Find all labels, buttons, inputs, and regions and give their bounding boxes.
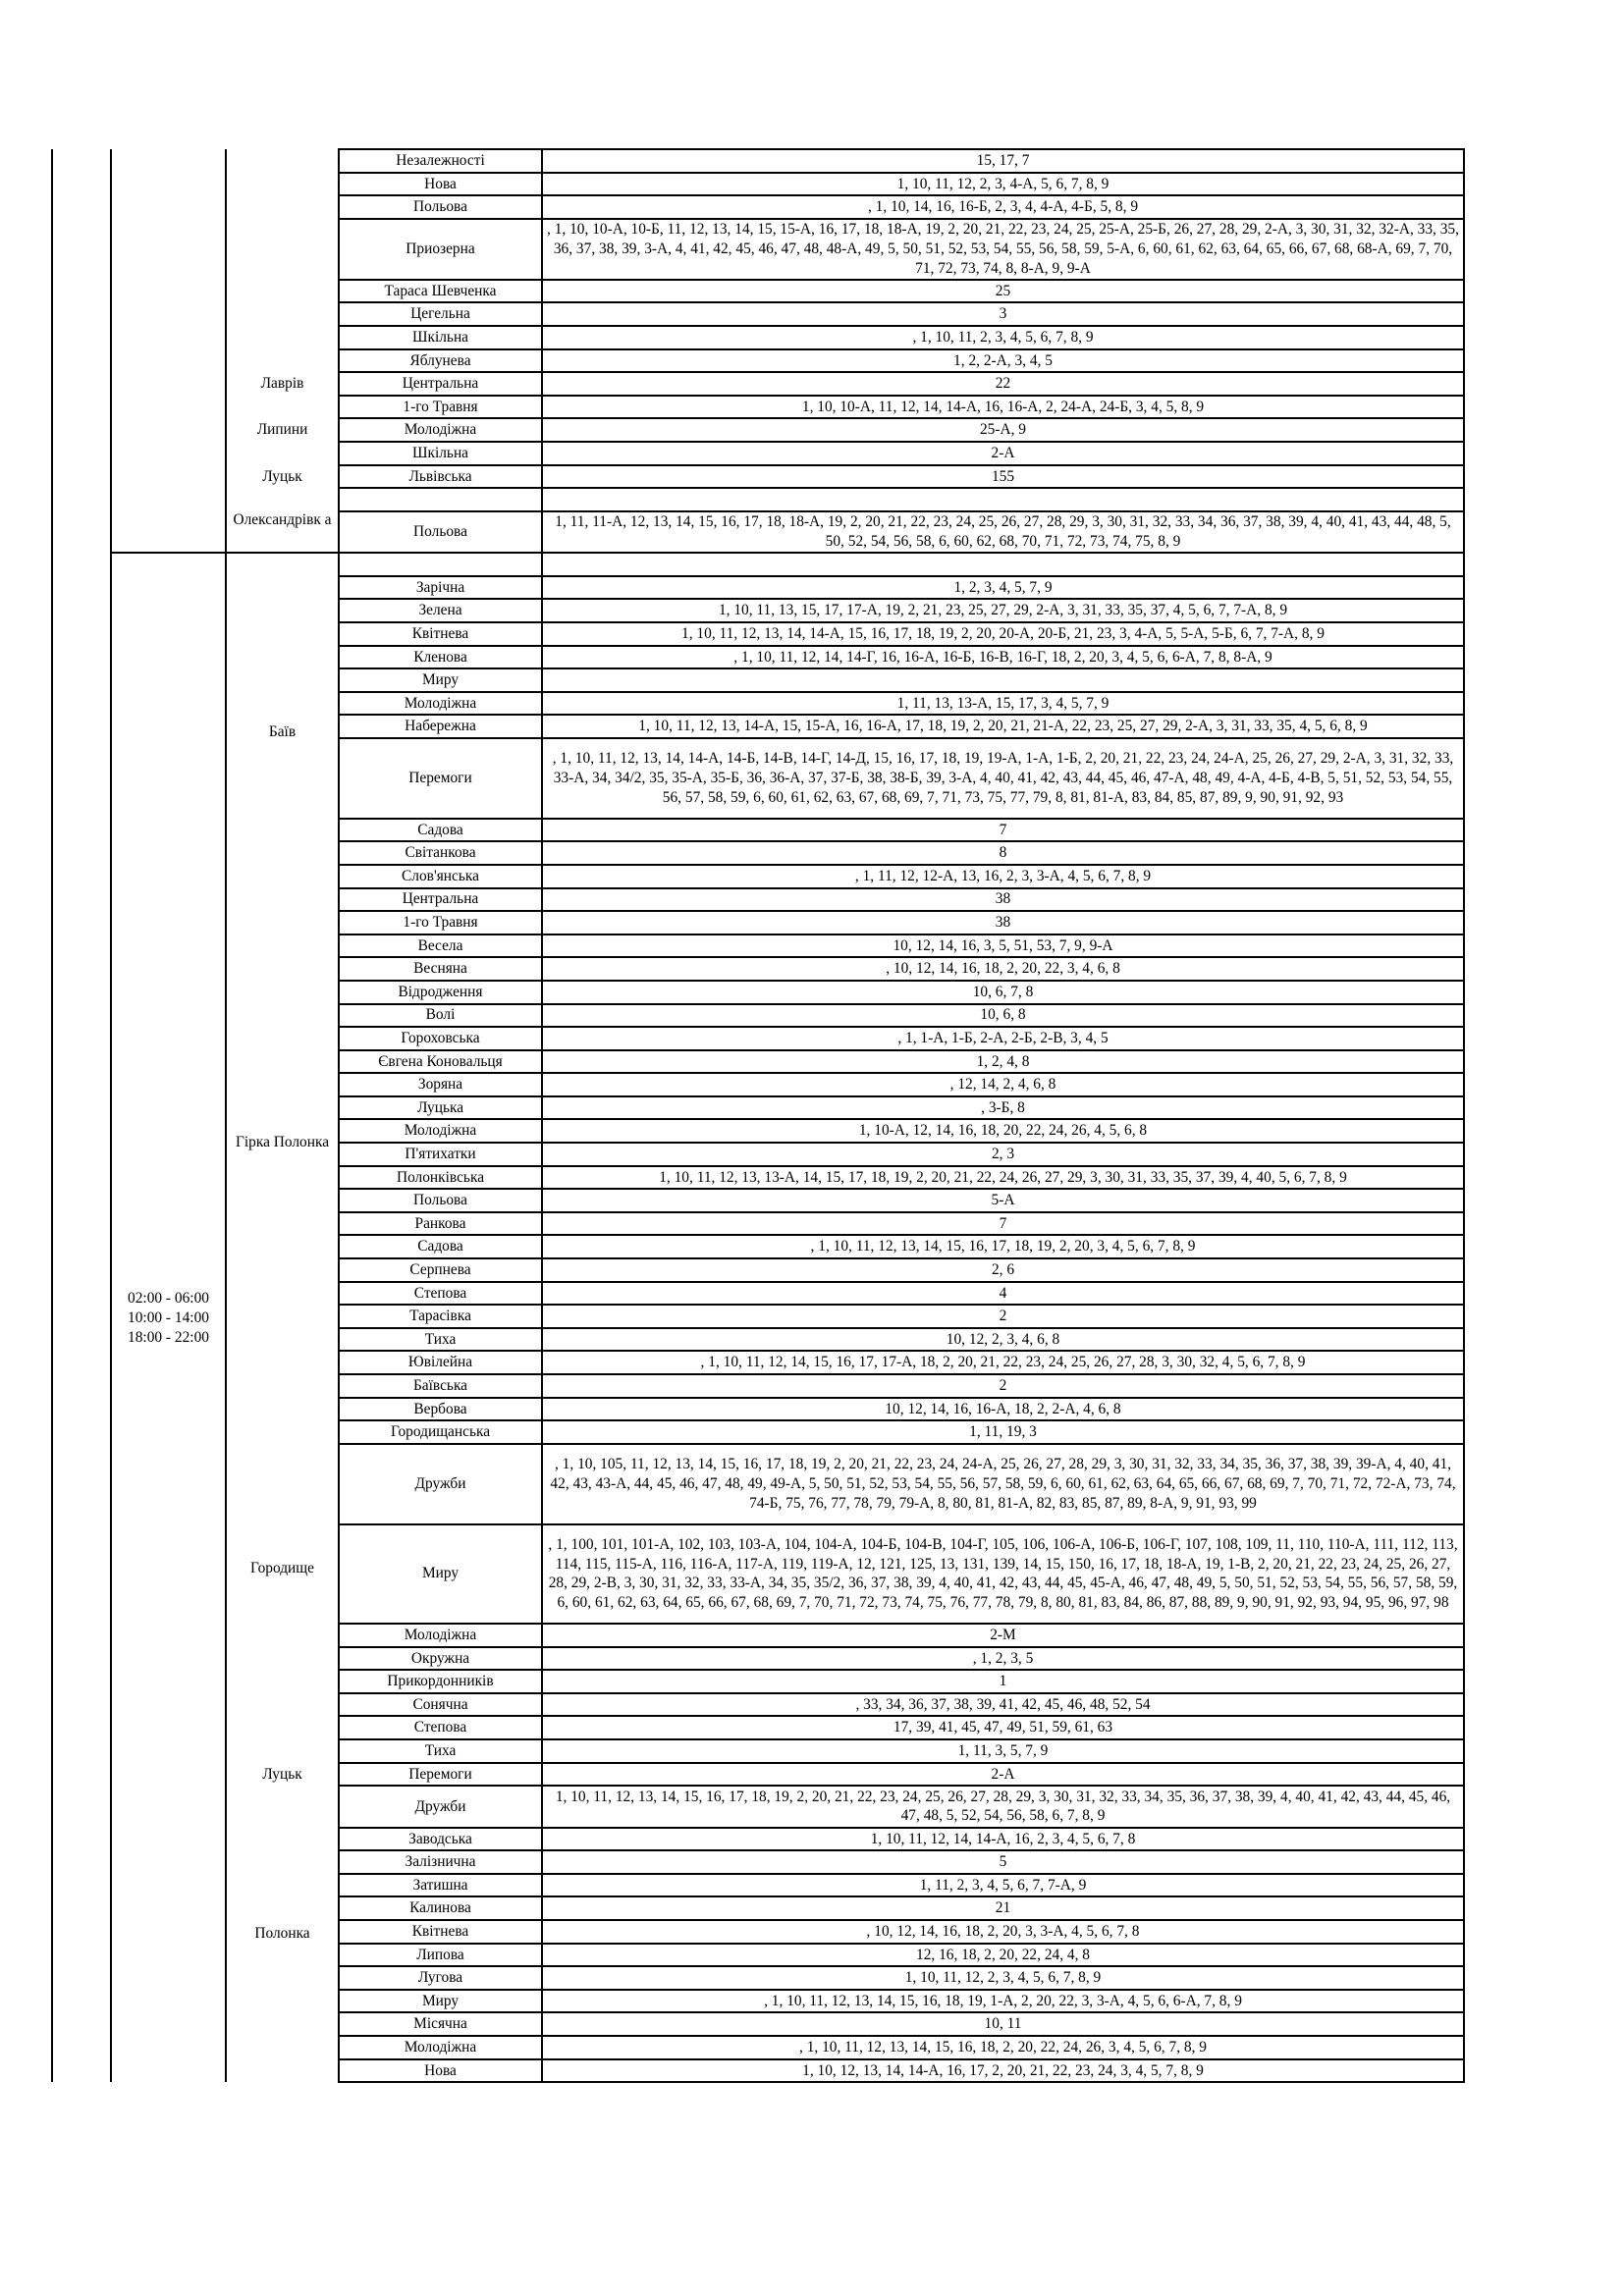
margin-cell	[52, 1896, 111, 1920]
street-cell: Миру	[339, 1990, 542, 2013]
margin-cell	[52, 302, 111, 326]
street-cell: Місячна	[339, 2012, 542, 2036]
houses-cell: , 1, 10, 105, 11, 12, 13, 14, 15, 16, 17, 18, 19, 2, 20, 21, 22, 23, 24, 24-А, 25, 26, 27, 28, 29, 3, 30, 31, 32, 33, 34, 35, 36, 37, 38, 39, 39-А, 4, 40, 41, 42, 43, 43-А, 44, 45, 46, 47, 48, 49, 49-А, 5, 50, 51, 52, 53, 54, 55, 56, 57, 58, 59, 6, 60, 61, 62, 63, 64, 65, 66, 67, 68, 69, 7, 70, 71, 72, 72-А, 73, 74, 74-Б, 75, 76, 77, 78, 79, 79-А, 8, 80, 81, 81-А, 82, 83, 85, 87, 89, 8-А, 9, 91, 93, 99	[542, 1444, 1464, 1524]
street-cell: Степова	[339, 1282, 542, 1306]
street-cell: Залізнична	[339, 1850, 542, 1874]
margin-cell	[52, 1050, 111, 1074]
margin-cell	[52, 738, 111, 819]
houses-cell: 1, 11, 11-А, 12, 13, 14, 15, 16, 17, 18, 18-А, 19, 2, 20, 21, 22, 23, 24, 25, 26, 27, 28, 29, 3, 30, 31, 32, 33, 34, 36, 37, 38, 39, 4, 40, 41, 43, 44, 48, 5, 50, 52, 54, 56, 58, 6, 60, 62, 68, 70, 71, 72, 73, 74, 75, 8, 9	[542, 511, 1464, 553]
houses-cell: 2, 6	[542, 1258, 1464, 1282]
table-row	[52, 149, 1464, 173]
houses-cell: 1, 11, 13, 13-А, 15, 17, 3, 4, 5, 7, 9	[542, 692, 1464, 716]
margin-cell	[52, 1944, 111, 1967]
street-cell: Центральна	[339, 888, 542, 912]
street-cell	[339, 488, 542, 511]
margin-cell	[52, 1716, 111, 1739]
margin-cell	[52, 2012, 111, 2036]
street-cell: Степова	[339, 1716, 542, 1739]
street-cell: Липова	[339, 1944, 542, 1967]
margin-cell	[52, 819, 111, 842]
margin-cell	[52, 465, 111, 489]
street-cell: Відродження	[339, 981, 542, 1004]
margin-cell	[52, 599, 111, 622]
margin-cell	[52, 1235, 111, 1258]
houses-cell: 2	[542, 1305, 1464, 1328]
street-cell: Польова	[339, 1189, 542, 1212]
street-cell: Квітнева	[339, 622, 542, 646]
houses-cell: 1, 2, 2-А, 3, 4, 5	[542, 349, 1464, 373]
margin-cell	[52, 622, 111, 646]
village-cell	[226, 149, 339, 372]
table-row	[52, 372, 1464, 396]
margin-cell	[52, 280, 111, 303]
margin-cell	[52, 488, 111, 511]
street-cell: Польова	[339, 511, 542, 553]
houses-cell: , 3-Б, 8	[542, 1096, 1464, 1120]
houses-cell: 1, 10, 11, 12, 13, 14, 15, 16, 17, 18, 19, 2, 20, 21, 22, 23, 24, 25, 26, 27, 28, 29, 3, 30, 31, 32, 33, 34, 35, 36, 37, 38, 39, 4, 40, 41, 42, 43, 44, 45, 46, 47, 48, 5, 52, 54, 56, 58, 6, 7, 8, 9	[542, 1786, 1464, 1827]
margin-cell	[52, 418, 111, 442]
time-window-cell	[111, 149, 226, 553]
margin-cell	[52, 576, 111, 600]
houses-cell: 1, 2, 4, 8	[542, 1050, 1464, 1074]
houses-cell: 22	[542, 372, 1464, 396]
margin-cell	[52, 442, 111, 465]
margin-cell	[52, 1073, 111, 1096]
street-cell: Миру	[339, 1524, 542, 1625]
margin-cell	[52, 149, 111, 173]
margin-cell	[52, 511, 111, 553]
houses-cell: 1, 10, 11, 12, 13, 14-А, 15, 15-А, 16, 16-А, 17, 18, 19, 2, 20, 21, 21-А, 22, 23, 25, 27, 29, 2-А, 3, 31, 33, 35, 4, 5, 6, 8, 9	[542, 715, 1464, 738]
houses-cell: 1, 10-А, 12, 14, 16, 18, 20, 22, 24, 26, 4, 5, 6, 8	[542, 1119, 1464, 1143]
table-row	[52, 553, 1464, 576]
margin-cell	[52, 1004, 111, 1028]
street-cell: Затишна	[339, 1874, 542, 1897]
street-cell: Тараса Шевченка	[339, 280, 542, 303]
margin-cell	[52, 173, 111, 196]
margin-cell	[52, 1166, 111, 1190]
street-cell: Перемоги	[339, 1763, 542, 1787]
street-cell: Лугова	[339, 1966, 542, 1990]
village-cell: Лаврів	[226, 372, 339, 396]
street-cell: Калинова	[339, 1896, 542, 1920]
houses-cell: 17, 39, 41, 45, 47, 49, 51, 59, 61, 63	[542, 1716, 1464, 1739]
margin-cell	[52, 715, 111, 738]
street-cell: Миру	[339, 668, 542, 692]
houses-cell: , 12, 14, 2, 4, 6, 8	[542, 1073, 1464, 1096]
margin-cell	[52, 1189, 111, 1212]
street-cell: Весняна	[339, 957, 542, 981]
margin-cell	[52, 1920, 111, 1944]
margin-cell	[52, 1444, 111, 1524]
street-cell: Заводська	[339, 1828, 542, 1851]
street-cell: Львівська	[339, 465, 542, 489]
margin-cell	[52, 2059, 111, 2083]
houses-cell: 1, 10, 12, 13, 14, 14-А, 16, 17, 2, 20, 21, 22, 23, 24, 3, 4, 5, 7, 8, 9	[542, 2059, 1464, 2083]
houses-cell: , 1, 10, 11, 12, 14, 15, 16, 17, 17-А, 18, 2, 20, 21, 22, 23, 24, 25, 26, 27, 28, 3, 30, 32, 4, 5, 6, 7, 8, 9	[542, 1351, 1464, 1374]
margin-cell	[52, 888, 111, 912]
street-cell: Городищанська	[339, 1420, 542, 1444]
houses-cell: 1, 10, 11, 12, 2, 3, 4-А, 5, 6, 7, 8, 9	[542, 173, 1464, 196]
margin-cell	[52, 1850, 111, 1874]
street-cell: Сонячна	[339, 1693, 542, 1717]
margin-cell	[52, 1351, 111, 1374]
street-cell: Ювілейна	[339, 1351, 542, 1374]
street-cell: Молодіжна	[339, 1119, 542, 1143]
street-cell: Окружна	[339, 1647, 542, 1671]
street-cell: Польова	[339, 195, 542, 219]
village-cell: Полонка	[226, 1786, 339, 2082]
houses-cell: 10, 11	[542, 2012, 1464, 2036]
houses-cell: 5	[542, 1850, 1464, 1874]
street-cell: Шкільна	[339, 442, 542, 465]
street-cell: Волі	[339, 1004, 542, 1028]
margin-cell	[52, 1305, 111, 1328]
houses-cell: , 1, 10, 11, 12, 13, 14, 15, 16, 17, 18, 19, 2, 20, 3, 4, 5, 6, 7, 8, 9	[542, 1235, 1464, 1258]
margin-cell	[52, 1874, 111, 1897]
table-row	[52, 911, 1464, 934]
margin-cell	[52, 646, 111, 669]
margin-cell	[52, 1096, 111, 1120]
houses-cell: 1, 10, 11, 12, 13, 13-А, 14, 15, 17, 18, 19, 2, 20, 21, 22, 24, 26, 27, 29, 3, 30, 31, 33, 35, 37, 39, 4, 40, 5, 6, 7, 8, 9	[542, 1166, 1464, 1190]
street-cell: Дружби	[339, 1786, 542, 1827]
street-cell: Ранкова	[339, 1212, 542, 1236]
margin-cell	[52, 1624, 111, 1647]
houses-cell: 2-М	[542, 1624, 1464, 1647]
houses-cell: , 1, 10, 10-А, 10-Б, 11, 12, 13, 14, 15, 15-А, 16, 17, 18, 18-А, 19, 2, 20, 21, 22, 23, 24, 25, 25-А, 25-Б, 26, 27, 28, 29, 2-А, 3, 30, 31, 32, 32-А, 33, 35, 36, 37, 38, 39, 3-А, 4, 41, 42, 45, 46, 47, 48, 48-А, 49, 5, 50, 51, 52, 53, 54, 55, 56, 58, 59, 5-А, 6, 60, 61, 62, 63, 64, 65, 66, 67, 68, 68-А, 69, 7, 70, 71, 72, 73, 74, 8, 8-А, 9, 9-А	[542, 219, 1464, 280]
margin-cell	[52, 1282, 111, 1306]
margin-cell	[52, 2036, 111, 2059]
houses-cell: , 1, 10, 14, 16, 16-Б, 2, 3, 4, 4-А, 4-Б, 5, 8, 9	[542, 195, 1464, 219]
houses-cell: 10, 6, 7, 8	[542, 981, 1464, 1004]
houses-cell: 8	[542, 841, 1464, 865]
table-row	[52, 1763, 1464, 1787]
houses-cell: 10, 12, 14, 16, 16-А, 18, 2, 2-А, 4, 6, 8	[542, 1398, 1464, 1421]
margin-cell	[52, 1670, 111, 1693]
street-cell: Нова	[339, 2059, 542, 2083]
houses-cell: 1, 10, 11, 13, 15, 17, 17-А, 19, 2, 21, 23, 25, 27, 29, 2-А, 3, 31, 33, 35, 37, 4, 5, 6, 7, 7-А, 8, 9	[542, 599, 1464, 622]
street-cell: Прикордонників	[339, 1670, 542, 1693]
street-cell: Луцька	[339, 1096, 542, 1120]
street-cell: Кленова	[339, 646, 542, 669]
houses-cell: 2, 3	[542, 1143, 1464, 1166]
houses-cell: 25	[542, 280, 1464, 303]
street-cell: 1-го Травня	[339, 396, 542, 419]
village-cell: Баїв	[226, 553, 339, 911]
margin-cell	[52, 553, 111, 576]
houses-cell: 1, 10, 11, 12, 2, 3, 4, 5, 6, 7, 8, 9	[542, 1966, 1464, 1990]
street-cell: Незалежності	[339, 149, 542, 173]
margin-cell	[52, 1258, 111, 1282]
margin-cell	[52, 841, 111, 865]
houses-cell: 38	[542, 888, 1464, 912]
houses-cell: , 10, 12, 14, 16, 18, 2, 20, 22, 3, 4, 6, 8	[542, 957, 1464, 981]
street-cell: Центральна	[339, 372, 542, 396]
village-cell: Липини	[226, 396, 339, 465]
street-cell: Молодіжна	[339, 692, 542, 716]
margin-cell	[52, 219, 111, 280]
margin-cell	[52, 934, 111, 958]
village-cell: Городище	[226, 1374, 339, 1763]
houses-cell: 1, 10, 11, 12, 13, 14, 14-А, 15, 16, 17, 18, 19, 2, 20, 20-А, 20-Б, 21, 23, 3, 4-А, 5, 5-А, 5-Б, 6, 7, 7-А, 8, 9	[542, 622, 1464, 646]
houses-cell: 155	[542, 465, 1464, 489]
margin-cell	[52, 1143, 111, 1166]
houses-cell: 10, 6, 8	[542, 1004, 1464, 1028]
outage-schedule-table	[51, 148, 1465, 2083]
street-cell: Зоряна	[339, 1073, 542, 1096]
margin-cell	[52, 1398, 111, 1421]
margin-cell	[52, 981, 111, 1004]
houses-cell: 10, 12, 2, 3, 4, 6, 8	[542, 1328, 1464, 1352]
margin-cell	[52, 1420, 111, 1444]
margin-cell	[52, 1693, 111, 1717]
street-cell: Садова	[339, 819, 542, 842]
houses-cell: 15, 17, 7	[542, 149, 1464, 173]
houses-cell: 3	[542, 302, 1464, 326]
houses-cell: 1	[542, 1670, 1464, 1693]
table-row	[52, 1374, 1464, 1398]
margin-cell	[52, 1990, 111, 2013]
village-cell: Гірка Полонка	[226, 911, 339, 1374]
margin-cell	[52, 326, 111, 349]
street-cell: Квітнева	[339, 1920, 542, 1944]
houses-cell: 12, 16, 18, 2, 20, 22, 24, 4, 8	[542, 1944, 1464, 1967]
table-row	[52, 465, 1464, 489]
houses-cell: 25-А, 9	[542, 418, 1464, 442]
houses-cell: 10, 12, 14, 16, 3, 5, 51, 53, 7, 9, 9-А	[542, 934, 1464, 958]
houses-cell: , 1, 10, 11, 2, 3, 4, 5, 6, 7, 8, 9	[542, 326, 1464, 349]
margin-cell	[52, 911, 111, 934]
street-cell: Вербова	[339, 1398, 542, 1421]
street-cell: Зарічна	[339, 576, 542, 600]
margin-cell	[52, 1828, 111, 1851]
houses-cell: 7	[542, 819, 1464, 842]
street-cell	[339, 553, 542, 576]
houses-cell: , 1, 100, 101, 101-А, 102, 103, 103-А, 104, 104-А, 104-Б, 104-В, 104-Г, 105, 106, 106-А, 106-Б, 106-Г, 107, 108, 109, 11, 110, 110-А, 111, 112, 113, 114, 115, 115-А, 116, 116-А, 117-А, 119, 119-А, 12, 121, 125, 13, 131, 139, 14, 15, 150, 16, 17, 18, 18-А, 19, 1-В, 2, 20, 21, 22, 23, 24, 25, 26, 27, 28, 29, 2-В, 3, 30, 31, 32, 33, 33-А, 34, 35, 35/2, 36, 37, 38, 39, 4, 40, 41, 42, 43, 44, 45, 45-А, 46, 47, 48, 49, 5, 50, 51, 52, 53, 54, 55, 56, 57, 58, 59, 6, 60, 61, 62, 63, 64, 65, 66, 67, 68, 69, 7, 70, 71, 72, 73, 74, 75, 76, 77, 78, 79, 8, 80, 81, 83, 84, 86, 87, 88, 89, 9, 90, 91, 92, 93, 94, 95, 96, 97, 98	[542, 1524, 1464, 1625]
street-cell: Тиха	[339, 1328, 542, 1352]
margin-cell	[52, 1524, 111, 1625]
margin-cell	[52, 349, 111, 373]
houses-cell: 2-А	[542, 442, 1464, 465]
margin-cell	[52, 1328, 111, 1352]
margin-cell	[52, 1739, 111, 1763]
street-cell: Молодіжна	[339, 1624, 542, 1647]
houses-cell: , 1, 10, 11, 12, 13, 14, 14-А, 14-Б, 14-В, 14-Г, 14-Д, 15, 16, 17, 18, 19, 19-А, 1-А, 1-Б, 2, 20, 21, 22, 23, 24, 24-А, 25, 26, 27, 29, 2-А, 3, 31, 32, 33, 33-А, 34, 34/2, 35, 35-А, 35-Б, 36, 36-А, 37, 37-Б, 38, 38-Б, 39, 3-А, 4, 40, 41, 42, 43, 44, 45, 46, 47-А, 48, 49, 4-А, 4-Б, 4-В, 5, 51, 52, 53, 54, 55, 56, 57, 58, 59, 6, 60, 61, 62, 63, 67, 68, 69, 7, 71, 73, 75, 77, 79, 8, 81, 81-А, 83, 84, 85, 87, 89, 9, 90, 91, 92, 93	[542, 738, 1464, 819]
margin-cell	[52, 957, 111, 981]
street-cell: 1-го Травня	[339, 911, 542, 934]
houses-cell: , 1, 1-А, 1-Б, 2-А, 2-Б, 2-В, 3, 4, 5	[542, 1027, 1464, 1050]
houses-cell: 4	[542, 1282, 1464, 1306]
village-cell: Луцьк	[226, 465, 339, 489]
houses-cell	[542, 553, 1464, 576]
houses-cell: 1, 2, 3, 4, 5, 7, 9	[542, 576, 1464, 600]
village-cell: Луцьк	[226, 1763, 339, 1787]
street-cell: Молодіжна	[339, 2036, 542, 2059]
table-row	[52, 488, 1464, 511]
margin-cell	[52, 692, 111, 716]
street-cell: Тарасівка	[339, 1305, 542, 1328]
houses-cell: 1, 11, 3, 5, 7, 9	[542, 1739, 1464, 1763]
street-cell: Приозерна	[339, 219, 542, 280]
street-cell: Зелена	[339, 599, 542, 622]
houses-cell: , 1, 2, 3, 5	[542, 1647, 1464, 1671]
margin-cell	[52, 1027, 111, 1050]
street-cell: Яблунева	[339, 349, 542, 373]
margin-cell	[52, 1763, 111, 1787]
street-cell: Садова	[339, 1235, 542, 1258]
houses-cell: 1, 11, 2, 3, 4, 5, 6, 7, 7-А, 9	[542, 1874, 1464, 1897]
street-cell: Набережна	[339, 715, 542, 738]
houses-cell: 1, 11, 19, 3	[542, 1420, 1464, 1444]
margin-cell	[52, 1212, 111, 1236]
margin-cell	[52, 1966, 111, 1990]
houses-cell	[542, 668, 1464, 692]
margin-cell	[52, 1374, 111, 1398]
street-cell: Євгена Коновальця	[339, 1050, 542, 1074]
houses-cell: , 1, 10, 11, 12, 14, 14-Г, 16, 16-А, 16-Б, 16-В, 16-Г, 18, 2, 20, 3, 4, 5, 6, 6-А, 7, 8, 8-А, 9	[542, 646, 1464, 669]
street-cell: Цегельна	[339, 302, 542, 326]
street-cell: Шкільна	[339, 326, 542, 349]
houses-cell: , 1, 11, 12, 12-А, 13, 16, 2, 3, 3-А, 4, 5, 6, 7, 8, 9	[542, 865, 1464, 888]
street-cell: Молодіжна	[339, 418, 542, 442]
street-cell: Слов'янська	[339, 865, 542, 888]
margin-cell	[52, 372, 111, 396]
houses-cell: , 1, 10, 11, 12, 13, 14, 15, 16, 18, 2, 20, 22, 24, 26, 3, 4, 5, 6, 7, 8, 9	[542, 2036, 1464, 2059]
margin-cell	[52, 865, 111, 888]
houses-cell: 38	[542, 911, 1464, 934]
street-cell: Тиха	[339, 1739, 542, 1763]
houses-cell: 2	[542, 1374, 1464, 1398]
houses-cell: , 10, 12, 14, 16, 18, 2, 20, 3, 3-А, 4, 5, 6, 7, 8	[542, 1920, 1464, 1944]
houses-cell: 5-А	[542, 1189, 1464, 1212]
street-cell: Гороховська	[339, 1027, 542, 1050]
houses-cell: 1, 10, 11, 12, 14, 14-А, 16, 2, 3, 4, 5, 6, 7, 8	[542, 1828, 1464, 1851]
street-cell: Баївська	[339, 1374, 542, 1398]
village-cell: Олександрівк а	[226, 488, 339, 553]
table-row	[52, 1786, 1464, 1827]
street-cell: Весела	[339, 934, 542, 958]
margin-cell	[52, 396, 111, 419]
margin-cell	[52, 195, 111, 219]
margin-cell	[52, 1119, 111, 1143]
street-cell: Серпнева	[339, 1258, 542, 1282]
street-cell: Нова	[339, 173, 542, 196]
houses-cell: 1, 10, 10-А, 11, 12, 14, 14-А, 16, 16-А, 2, 24-А, 24-Б, 3, 4, 5, 8, 9	[542, 396, 1464, 419]
houses-cell: 7	[542, 1212, 1464, 1236]
street-cell: Перемоги	[339, 738, 542, 819]
margin-cell	[52, 1647, 111, 1671]
schedule-body	[52, 149, 1464, 2082]
houses-cell: , 1, 10, 11, 12, 13, 14, 15, 16, 18, 19, 1-А, 2, 20, 22, 3, 3-А, 4, 5, 6, 6-А, 7, 8, 9	[542, 1990, 1464, 2013]
street-cell: Полонківська	[339, 1166, 542, 1190]
margin-cell	[52, 1786, 111, 1827]
street-cell: Дружби	[339, 1444, 542, 1524]
houses-cell: , 33, 34, 36, 37, 38, 39, 41, 42, 45, 46, 48, 52, 54	[542, 1693, 1464, 1717]
houses-cell: 21	[542, 1896, 1464, 1920]
time-window-cell: 02:00 - 06:00 10:00 - 14:00 18:00 - 22:00	[111, 553, 226, 2082]
table-row	[52, 396, 1464, 419]
houses-cell: 2-А	[542, 1763, 1464, 1787]
street-cell: П'ятихатки	[339, 1143, 542, 1166]
houses-cell	[542, 488, 1464, 511]
street-cell: Світанкова	[339, 841, 542, 865]
margin-cell	[52, 668, 111, 692]
